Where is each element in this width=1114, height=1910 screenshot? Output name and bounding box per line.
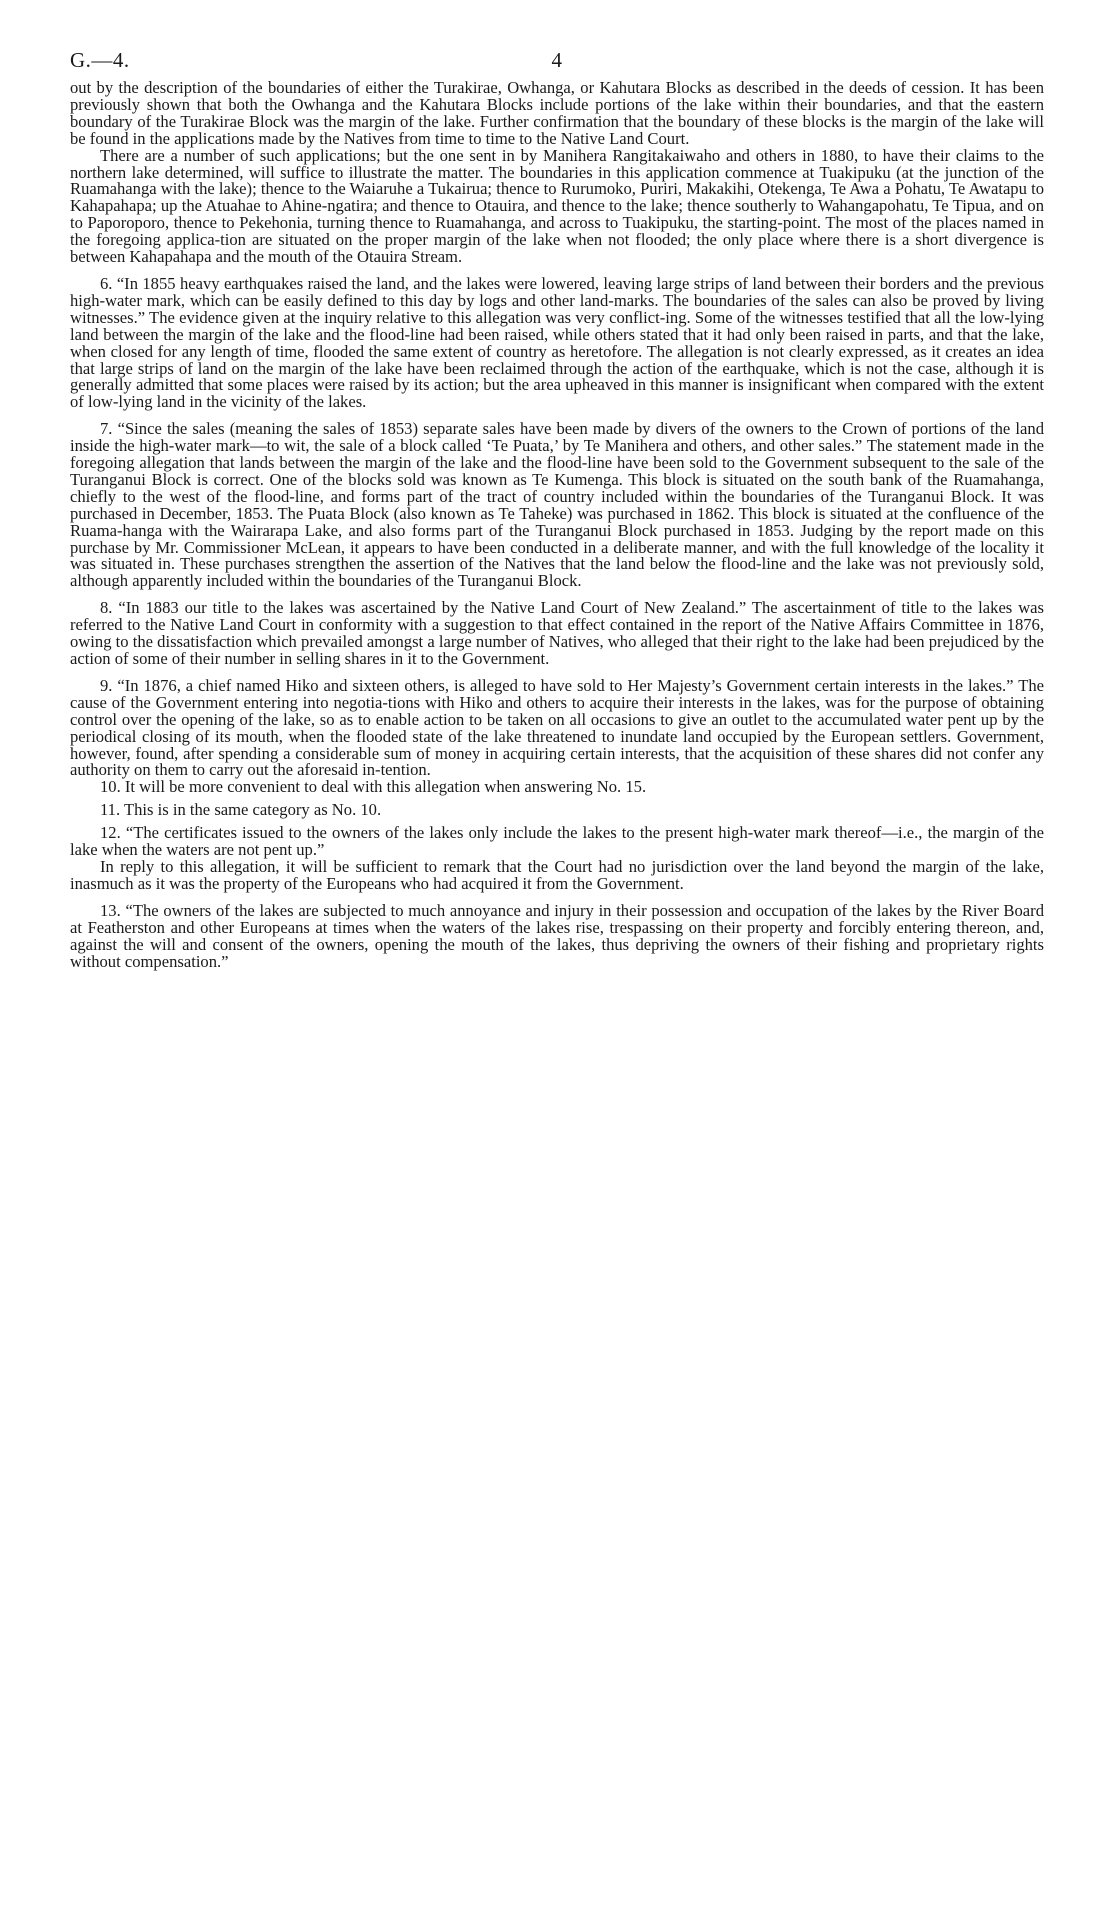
paragraph-continuation: out by the description of the boundaries of either the Turakirae, Owhanga, or Kahutara Blocks as described in the deeds of cession. It has been previously shown that both the Owhanga and the Kahutara Blocks include portions of the lake within their boundaries, and that the eastern boundary of the Turakirae Block was the margin of the lake. Further confirmation that the boundary of these blocks is the margin of the lake will be found in the applications made by the Natives from time to time to the Native Land Court.	[70, 78, 1044, 148]
body-text	[70, 80, 1044, 970]
paragraph-allegation-7: 7. “Since the sales (meaning the sales of 1853) separate sales have been made by divers of the owners to the Crown of portions of the land inside the high-water mark—to wit, the sale of a block called ‘Te Puata,’ by Te Manihera and others, and other sales.” The statement made in the foregoing allegation that lands between the margin of the lake and the flood-line have been sold to the Government subsequent to the sale of the Turanganui Block is correct. One of the blocks sold was known as Te Kumenga. This block is situated on the south bank of the Ruamahanga, chiefly to the west of the flood-line, and forms part of the tract of country included within the boundaries of the Turanganui Block. It was purchased in December, 1853. The Puata Block (also known as Te Taheke) was purchased in 1862. This block is situated at the confluence of the Ruama-hanga with the Wairarapa Lake, and also forms part of the Turanganui Block purchased in 1853. Judging by the report made on this purchase by Mr. Commissioner McLean, it appears to have been conducted in a deliberate manner, and with the full knowledge of the locality it was situated in. These purchases strengthen the assertion of the Natives that the land below the flood-line and the lake was not previously sold, although apparently included within the boundaries of the Turanganui Block.	[70, 419, 1044, 591]
paragraph-applications: There are a number of such applications; but the one sent in by Manihera Rangitakaiwaho and others in 1880, to have their claims to the northern lake determined, will suffice to illustrate the matter. The boundaries in this application commence at Tuakipuku (at the junction of the Ruamahanga with the lake); thence to the Waiaruhe a Tukairua; thence to Rurumoko, Puriri, Makakihi, Otekenga, Te Awa a Pohatu, Te Awatapu to Kahapahapa; up the Atuahae to Ahine-ngatira; and thence to Otauira, and thence to the lake; thence southerly to Wahangapohatu, Te Tipua, and on to Paporoporo, thence to Pekehonia, turning thence to Ruamahanga, and across to Tuakipuku, the starting-point. The most of the places named in the foregoing applica-tion are situated on the proper margin of the lake when not flooded; the only place where there is a short divergence is between Kahapahapa and the mouth of the Otauira Stream.	[70, 145, 1044, 267]
running-head	[70, 48, 1044, 80]
paragraph-allegation-6: 6. “In 1855 heavy earthquakes raised the land, and the lakes were lowered, leaving large strips of land between their borders and the previous high-water mark, which can be easily defined to this day by logs and other land-marks. The boundaries of the sales can also be proved by living witnesses.” The evidence given at the inquiry relative to this allegation was very conflict-ing. Some of the witnesses testified that all the low-lying land between the margin of the lake and the flood-line had been raised, while others stated that it had only been raised in parts, and that the lake, when closed for any length of time, flooded the same extent of country as heretofore. The allegation is not clearly expressed, as it creates an idea that large strips of land on the margin of the lake have been reclaimed through the action of the earthquake, which is not the case, although it is generally admitted that some places were raised by its action; but the area upheaved in this manner is insignificant when compared with the extent of low-lying land in the vicinity of the lakes.	[70, 273, 1044, 412]
paragraph-allegation-13: 13. “The owners of the lakes are subjected to much annoyance and injury in their possession and occupation of the lakes by the River Board at Featherston and other Europeans at times when the waters of the lakes rise, trespassing on their property and forcibly entering thereon, and, against the will and consent of the owners, opening the mouth of the lakes, thus depriving the owners of their fishing and proprietary rights without compensation.”	[70, 900, 1044, 971]
page-number: 4	[551, 48, 563, 72]
paragraph-allegation-12: 12. “The certificates issued to the owners of the lakes only include the lakes to the present high-water mark thereof—i.e., the margin of the lake when the waters are not pent up.”	[70, 823, 1044, 860]
paragraph-allegation-10: 10. It will be more convenient to deal with this allegation when answering No. 15.	[100, 777, 647, 797]
paragraph-allegation-9: 9. “In 1876, a chief named Hiko and sixteen others, is alleged to have sold to Her Majesty’s Government certain interests in the lakes.” The cause of the Government entering into negotia-tions with Hiko and others to acquire their interests in the lakes, was for the purpose of obtaining control over the opening of the lake, so as to enable action to be taken on all occasions to give an outlet to the accumulated water pent up by the periodical closing of its mouth, when the flooded state of the lake threatened to inundate land occupied by the European settlers. Government, however, found, after spending a considerable sum of money in acquiring certain interests, that the acquisition of these shares did not confer any authority on them to carry out the aforesaid in-tention.	[70, 675, 1044, 780]
paragraph-allegation-11: 11. This is in the same category as No. 10.	[100, 800, 382, 820]
paragraph-reply-12: In reply to this allegation, it will be sufficient to remark that the Court had no jurisdiction over the land beyond the margin of the lake, inasmuch as it was the property of the Europeans who had acquired it from the Government.	[70, 856, 1044, 893]
paper-reference: G.—4.	[70, 48, 130, 72]
paragraph-allegation-8: 8. “In 1883 our title to the lakes was ascertained by the Native Land Court of New Zealand.” The ascertainment of title to the lakes was referred to the Native Land Court in conformity with a suggestion to that effect contained in the report of the Native Affairs Committee in 1876, owing to the dissatisfaction which prevailed amongst a large number of Natives, who alleged that their right to the lake had been prejudiced by the action of some of their number in selling shares in it to the Government.	[70, 598, 1044, 668]
